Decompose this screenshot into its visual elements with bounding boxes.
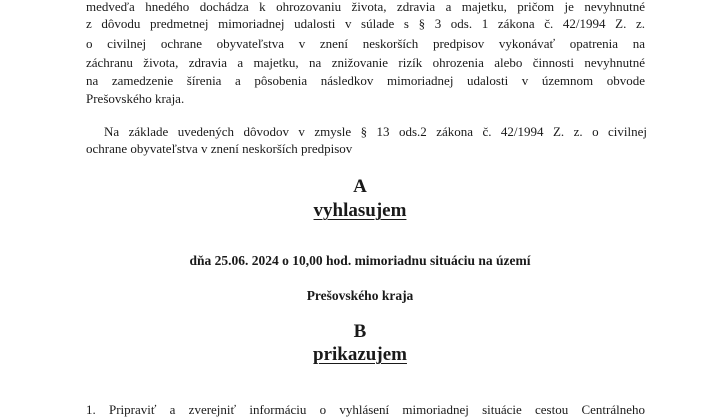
- section-a-verb: [0, 201, 720, 221]
- section-a-region: Prešovského kraja: [306, 288, 414, 303]
- section-a-letter: A: [353, 176, 367, 197]
- paragraph-1-line-4: záchranu života, zdravia a majetku, na znižovanie rizík ohrozenia alebo činnosti nevyhnutné: [86, 55, 645, 70]
- section-b-letter: B: [353, 321, 367, 342]
- section-a-statement: dňa 25.06. 2024 o 10,00 hod. mimoriadnu situáciu na území: [189, 253, 531, 268]
- section-b-verb: [0, 345, 720, 365]
- paragraph-1-line-1: medveďa hnedého dochádza k ohrozovaniu života, zdravia a majetku, pričom je nevyhnutné: [86, 0, 645, 14]
- paragraph-1-line-3: o civilnej ochrane obyvateľstva v znení neskorších predpisov vykonávať opatrenia na: [86, 36, 645, 51]
- paragraph-2-line-2: ochrane obyvateľstva v znení neskorších predpisov: [86, 141, 353, 156]
- section-a-verb-text: vyhlasujem: [313, 200, 407, 221]
- paragraph-1-line-2: z dôvodu predmetnej mimoriadnej udalosti v súlade s § 3 ods. 1 zákona č. 42/1994 Z. z.: [86, 16, 645, 31]
- paragraph-1-line-5: na zamedzenie šírenia a pôsobenia následkov mimoriadnej udalosti v územnom obvode: [86, 73, 645, 88]
- paragraph-2-line-1: Na základe uvedených dôvodov v zmysle § 13 ods.2 zákona č. 42/1994 Z. z. o civilnej: [104, 124, 647, 139]
- paragraph-1-line-6: Prešovského kraja.: [86, 91, 185, 106]
- item-1-line-1: 1. Pripraviť a zverejniť informáciu o vyhlásení mimoriadnej situácie cestou Centrálneho: [86, 402, 645, 417]
- section-b-verb-text: prikazujem: [313, 344, 407, 365]
